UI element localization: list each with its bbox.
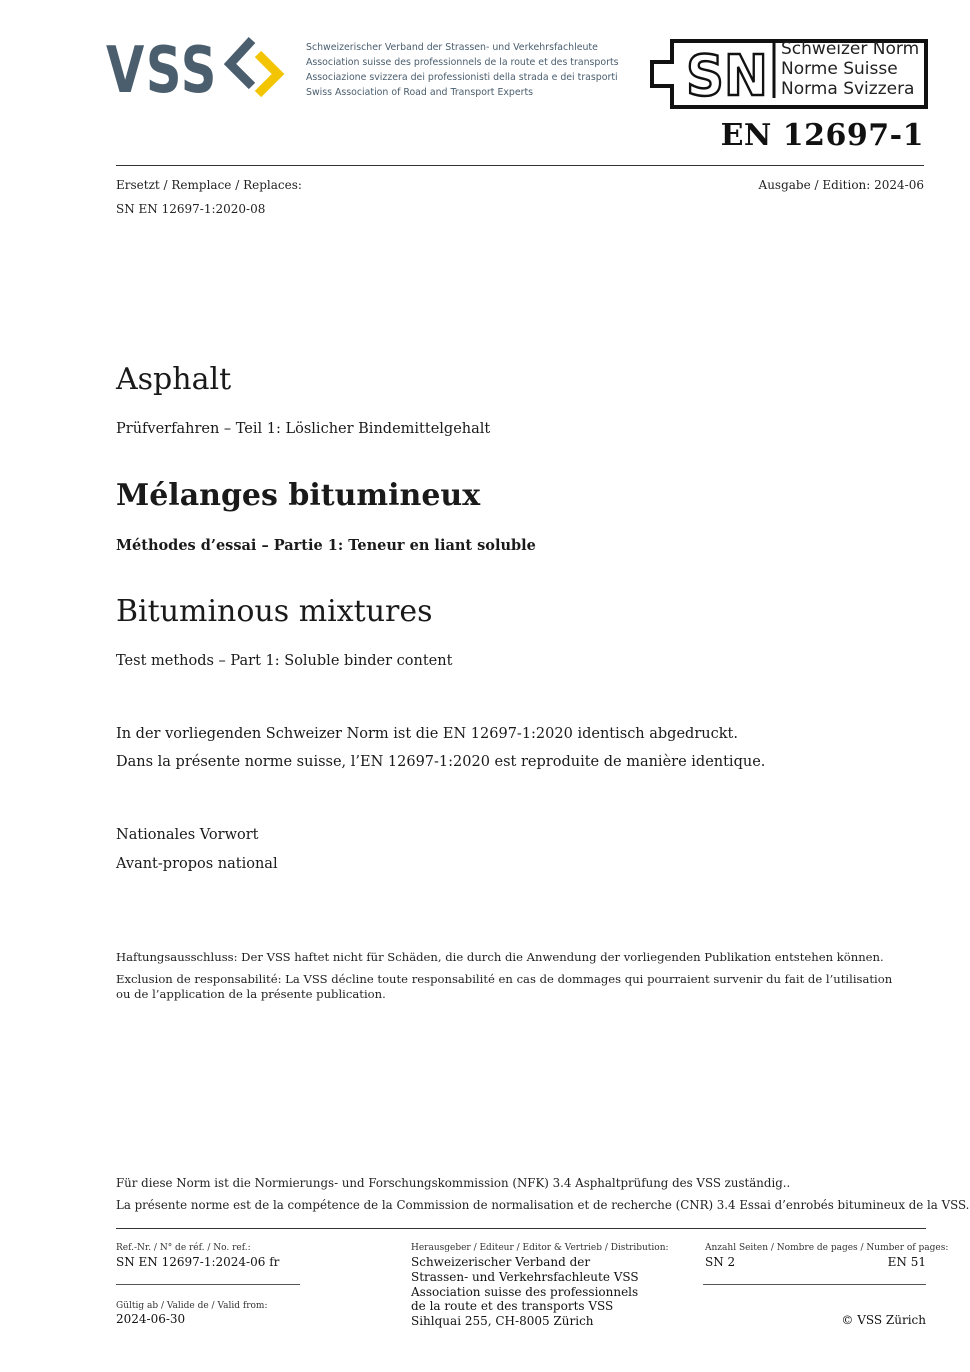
replaces-value: SN EN 12697-1:2020-08 bbox=[116, 202, 266, 216]
publisher-line: Association suisse des professionnels bbox=[411, 1284, 639, 1299]
sn-name-it: Norma Svizzera bbox=[781, 79, 915, 99]
sn-names bbox=[781, 39, 919, 99]
association-name-it: Associazione svizzera dei professionisti della strada e dei trasporti bbox=[306, 72, 618, 83]
valid-value: 2024-06-30 bbox=[116, 1312, 186, 1326]
ref-divider bbox=[116, 1284, 300, 1285]
publisher-line: Strassen- und Verkehrsfachleute VSS bbox=[411, 1269, 639, 1284]
publisher-address bbox=[411, 1255, 639, 1329]
title-fr: Mélanges bitumineux bbox=[116, 478, 481, 513]
valid-label: Gültig ab / Valide de / Valid from: bbox=[116, 1301, 268, 1311]
ref-value: SN EN 12697-1:2024-06 fr bbox=[116, 1255, 280, 1269]
publisher-line: de la route et des transports VSS bbox=[411, 1299, 614, 1314]
pages-divider bbox=[703, 1284, 926, 1285]
standard-number: EN 12697-1 bbox=[720, 118, 924, 153]
sn-name-fr: Norme Suisse bbox=[781, 59, 898, 79]
publisher-label: Herausgeber / Editeur / Editor & Vertrieb / Distribution: bbox=[411, 1243, 669, 1253]
pages-en: EN 51 bbox=[887, 1255, 926, 1269]
title-en: Bituminous mixtures bbox=[116, 594, 433, 629]
publisher-line: Schweizerischer Verband der bbox=[411, 1255, 591, 1269]
committee-fr: La présente norme est de la compétence de la Commission de normalisation et de recherche (CNR) 3.4 Essai d’enrobés bitumineux de la VSS. bbox=[116, 1198, 970, 1212]
subtitle-en: Test methods – Part 1: Soluble binder content bbox=[116, 653, 453, 669]
association-name-de: Schweizerischer Verband der Strassen- und Verkehrsfachleute bbox=[306, 42, 598, 53]
association-names bbox=[306, 40, 619, 100]
subtitle-fr: Méthodes d’essai – Partie 1: Teneur en liant soluble bbox=[116, 537, 536, 554]
statement-fr: Dans la présente norme suisse, l’EN 12697-1:2020 est reproduite de manière identique. bbox=[116, 754, 766, 770]
statement-de: In der vorliegenden Schweizer Norm ist die EN 12697-1:2020 identisch abgedruckt. bbox=[116, 726, 738, 742]
edition: Ausgabe / Edition: 2024-06 bbox=[758, 178, 924, 192]
vss-logo bbox=[106, 34, 288, 100]
ref-label: Ref.-Nr. / N° de réf. / No. ref.: bbox=[116, 1243, 251, 1253]
vss-chevron-right-icon bbox=[258, 54, 278, 94]
association-name-en: Swiss Association of Road and Transport Experts bbox=[306, 87, 534, 98]
footer-divider bbox=[116, 1228, 926, 1229]
association-name-fr: Association suisse des professionnels de la route et des transports bbox=[306, 57, 619, 68]
disclaimer-fr-line1: Exclusion de responsabilité: La VSS décline toute responsabilité en cas de dommages qui pourraient survenir du fait de l’utilisation bbox=[116, 972, 893, 986]
pages-label: Anzahl Seiten / Nombre de pages / Number of pages: bbox=[705, 1243, 949, 1253]
foreword-fr: Avant-propos national bbox=[116, 856, 278, 872]
sn-name-de: Schweizer Norm bbox=[781, 39, 920, 59]
copyright: © VSS Zürich bbox=[841, 1313, 926, 1327]
publisher-line: Sihlquai 255, CH-8005 Zürich bbox=[411, 1314, 594, 1329]
disclaimer-de: Haftungsausschluss: Der VSS haftet nicht für Schäden, die durch die Anwendung der vorliegenden Publikation entstehen können. bbox=[116, 950, 884, 964]
title-de: Asphalt bbox=[116, 362, 232, 397]
header-divider bbox=[116, 165, 924, 166]
vss-chevron-left-icon bbox=[230, 40, 252, 86]
pages-sn: SN 2 bbox=[705, 1255, 736, 1269]
subtitle-de: Prüfverfahren – Teil 1: Löslicher Bindemittelgehalt bbox=[116, 421, 491, 437]
vss-wordmark: VSS bbox=[106, 34, 218, 100]
sn-mark: SN bbox=[686, 44, 768, 109]
committee-de: Für diese Norm ist die Normierungs- und Forschungskommission (NFK) 3.4 Asphaltprüfung des VSS zuständig.. bbox=[116, 1176, 791, 1190]
foreword-de: Nationales Vorwort bbox=[116, 827, 259, 843]
replaces-label: Ersetzt / Remplace / Replaces: bbox=[116, 178, 302, 192]
disclaimer-fr-line2: ou de l’application de la présente publication. bbox=[116, 987, 386, 1001]
